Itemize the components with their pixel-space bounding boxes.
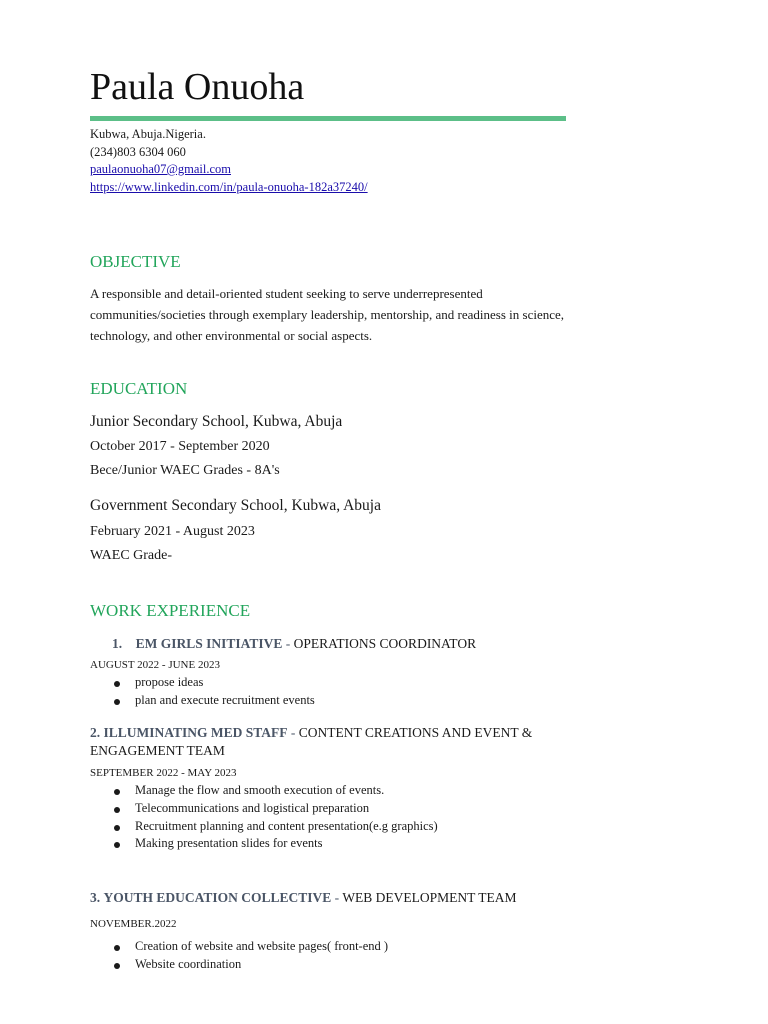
bullet-icon <box>114 681 120 687</box>
bullet-icon <box>114 807 120 813</box>
bullet-icon <box>114 699 120 705</box>
job-org: ILLUMINATING MED STAFF <box>103 725 288 740</box>
work-heading: WORK EXPERIENCE <box>90 601 251 620</box>
job-title <box>90 724 570 760</box>
job-title <box>90 635 592 653</box>
job-dates: NOVEMBER.2022 <box>90 918 177 930</box>
list-item: Manage the flow and smooth execution of events. <box>90 782 438 800</box>
list-item: propose ideas <box>90 674 315 692</box>
job-bullets <box>90 674 315 710</box>
objective-text: A responsible and detail-oriented student seeking to serve underrepresented communities/societies through exemplary leadership, mentorship, and readiness in science, technology, and other environmental or social aspects. <box>90 286 565 343</box>
list-item: plan and execute recruitment events <box>90 692 315 710</box>
job-org: EM GIRLS INITIATIVE <box>135 636 283 651</box>
job-number: 1. <box>112 636 123 651</box>
school-dates: February 2021 - August 2023 <box>90 524 255 539</box>
school-name: Junior Secondary School, Kubwa, Abuja <box>90 413 343 430</box>
job-separator: - <box>331 890 343 905</box>
job-dates: SEPTEMBER 2022 - MAY 2023 <box>90 767 237 779</box>
list-item: Recruitment planning and content presentation(e.g graphics) <box>90 818 438 836</box>
job-number: 3. <box>90 890 101 905</box>
job-role: OPERATIONS COORDINATOR <box>293 636 477 651</box>
job-separator: - <box>287 725 299 740</box>
list-item: Creation of website and website pages( front-end ) <box>90 938 388 956</box>
bullet-icon <box>114 789 120 795</box>
linkedin-link[interactable]: https://www.linkedin.com/in/paula-onuoha-182a37240/ <box>90 179 368 194</box>
bullet-icon <box>114 825 120 831</box>
objective-heading: OBJECTIVE <box>90 252 181 271</box>
job-bullets <box>90 938 388 974</box>
list-item: Making presentation slides for events <box>90 835 438 853</box>
candidate-name: Paula Onuoha <box>90 66 305 108</box>
job-bullets <box>90 782 438 853</box>
job-separator: - <box>282 636 294 651</box>
email-link[interactable]: paulaonuoha07@gmail.com <box>90 162 231 176</box>
phone: (234)803 6304 060 <box>90 144 186 159</box>
header-divider <box>90 116 566 121</box>
school-name: Government Secondary School, Kubwa, Abuja <box>90 497 381 514</box>
school-dates: October 2017 - September 2020 <box>90 439 270 454</box>
job-dates: AUGUST 2022 - JUNE 2023 <box>90 659 220 671</box>
job-number: 2. <box>90 725 101 740</box>
bullet-icon <box>114 963 120 969</box>
address: Kubwa, Abuja.Nigeria. <box>90 127 206 141</box>
list-item: Telecommunications and logistical preparation <box>90 800 438 818</box>
job-org: YOUTH EDUCATION COLLECTIVE <box>103 890 332 905</box>
bullet-icon <box>114 842 120 848</box>
job-title <box>90 889 570 907</box>
school-grade: WAEC Grade- <box>90 548 173 563</box>
education-heading: EDUCATION <box>90 379 188 398</box>
job-role: WEB DEVELOPMENT TEAM <box>342 890 517 905</box>
bullet-icon <box>114 945 120 951</box>
job-role: CONTENT CREATIONS AND EVENT & ENGAGEMENT TEAM <box>90 725 533 758</box>
school-grade: Bece/Junior WAEC Grades - 8A's <box>90 463 280 478</box>
contact-block <box>90 126 368 196</box>
list-item: Website coordination <box>90 956 388 974</box>
